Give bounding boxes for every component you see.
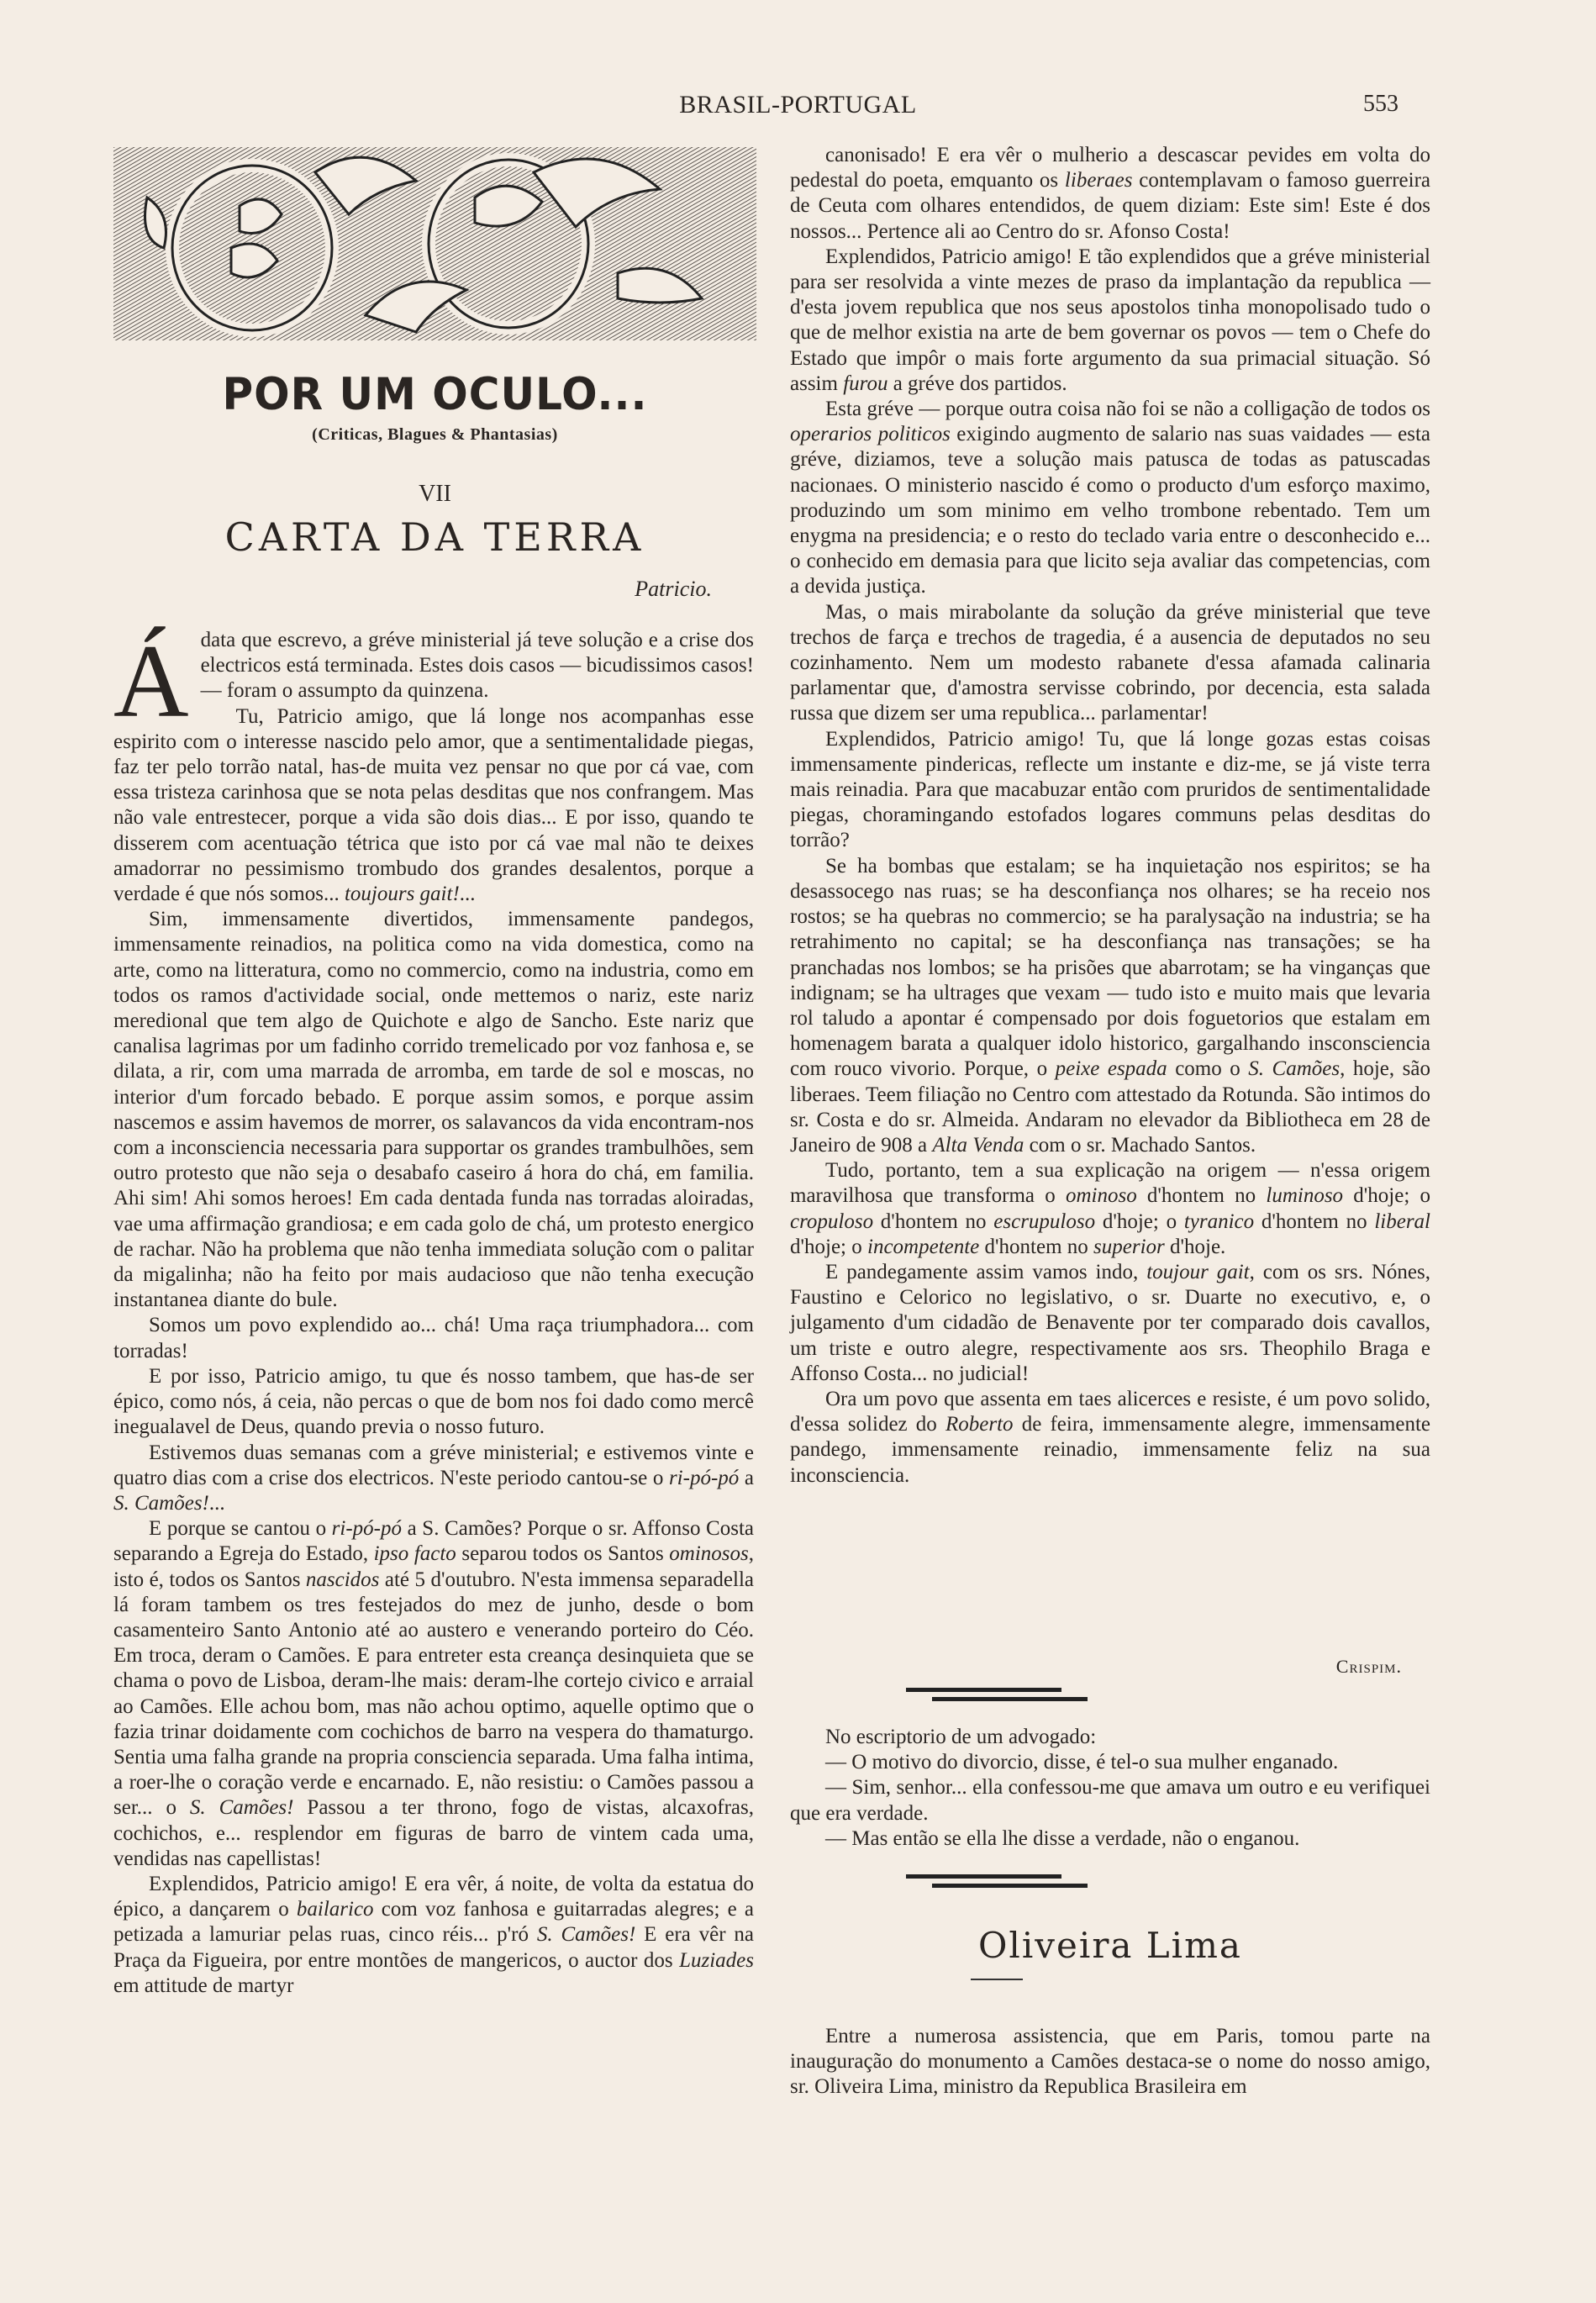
anecdote-line: No escriptorio de um advogado:: [825, 1726, 1097, 1748]
paragraph: [113, 624, 754, 739]
oliveira-lima-text: [790, 2024, 1430, 2100]
italic-text: Alta Venda: [932, 1133, 1024, 1157]
italic-text: toujour gait: [1146, 1260, 1250, 1283]
italic-text: nascidos: [305, 1568, 380, 1591]
left-column: [113, 624, 755, 1999]
paragraph: [790, 1260, 1430, 1387]
text-run: Explendidos, Patricio amigo! E era vêr, á noite, de volta da estatua do épico, a dançarem o: [113, 1872, 754, 1921]
text-run: d'hontem no: [873, 1209, 994, 1233]
paragraph: Entre a numerosa assistencia, que em Paris, tomou parte na inauguração do monumento a Camões destaca-se o nome do nosso amigo, sr. Oliveira Lima, ministro da Republica Brasileira em: [790, 2025, 1430, 2099]
italic-text: S. Camões: [1248, 1057, 1341, 1081]
text-run: E era vêr na Praça da Figueira, por entre montões de mangericos, o auctor dos: [113, 1923, 754, 1972]
italic-text: ominoso: [1065, 1184, 1137, 1208]
text-run: com voz fanhosa e guitarradas alegres; e a petizada a lamuriar pelas ruas, cinco réis... p'ró: [113, 1898, 755, 1947]
italic-text: ipso facto: [373, 1542, 456, 1566]
italic-text: ominosos: [669, 1542, 749, 1566]
italic-text: operarios politicos: [790, 423, 951, 446]
italic-text: liberal: [1374, 1209, 1431, 1233]
section-heading-oliveira-lima: Oliveira Lima: [978, 1925, 1242, 1966]
text-run: Passou a ter throno, fogo de vistas, alcaxofras, cochichos, e... resplendor em figuras de barro de vintem cada uma, vendidas nas capellistas!: [113, 1796, 754, 1870]
text-run: , hoje, são liberaes. Teem filiação no Centro com attestado da Rotunda. São intimos do sr. Costa e do sr. Almeida. Andaram no elevador da Bibliotheca em 28 de Janeiro de 908 a: [790, 1057, 1430, 1157]
paragraph: [113, 1516, 754, 1872]
text-run: , com os srs. Nónes, Faustino e Celorico no legislativo, o sr. Duarte no executivo, e, o julgamento d'um cidadão de Benavente por ter comparado dois cavallos, um triste e outro alegre, respectivamente aos srs. Theophilo Braga e Affonso Costa... no judicial!: [790, 1260, 1431, 1385]
drop-cap: Á: [113, 624, 189, 739]
text-run: separou todos os Santos: [456, 1542, 670, 1566]
text-run: d'hoje; o: [1095, 1209, 1184, 1233]
text-run: a gréve dos partidos.: [888, 372, 1067, 395]
italic-text: peixe espada: [1055, 1057, 1167, 1081]
text-run: d'hoje; o: [790, 1235, 867, 1258]
text-run: como o: [1167, 1057, 1249, 1081]
text-run: ...: [208, 1491, 225, 1515]
divider-rule: [932, 1884, 1088, 1888]
text-run: Estivemos duas semanas com a gréve ministerial; e estivemos vinte e quatro dias com a crise dos electricos. N'este periodo cantou-se o: [113, 1441, 754, 1489]
paragraph: [790, 1158, 1430, 1260]
italic-text: superior: [1093, 1235, 1165, 1258]
text-run: Tu, Patricio amigo, que lá longe nos acompanhas esse espirito com o interesse nascido pelo amor, que a sentimentalidade piegas, faz ter pelo torrão natal, has-de muita vez pensar no que por cá vae, com essa tristeza carinhosa que se nota pelas desditas que nos confrangem. Mas não vale entrestecer, porque a vida são dois dias... E por isso, quando te disserem com acentuação tétrica que isto por cá vae mal não te deixes amadorrar no pessimismo trombudo dos grandes desalentos, porque a verdade é que nós somos...: [113, 704, 754, 906]
italic-text: escrupuloso: [993, 1209, 1096, 1233]
paragraph: [790, 1387, 1430, 1489]
text-run: d'hontem no: [979, 1235, 1094, 1258]
italic-text: tyranico: [1183, 1209, 1255, 1233]
paragraph: [790, 143, 1430, 245]
paragraph: [113, 1441, 754, 1517]
text-run: Sim, immensamente divertidos, immensamente pandegos, immensamente reinadios, na politica como na vida domestica, como na arte, como na litteratura, como no commercio, como na industria, como em todos os ramos d'actividade social, onde mettemos o nariz, este nariz meredional que tem algo de Quichote e algo de Sancho. Este nariz que canalisa lagrimas por um fadinho corrido tremelicado por voz fanhosa e, se dilata, a rir, com uma marrada de arromba, em tarde de sol e moscas, no interior d'um forcado bebado. E porque assim somos, e porque assim nascemos e assim havemos de morrer, os salavancos da vida encontram-nos com a inconsciencia necessaria para supportar os grandes trambulhões, sem outro protesto que não seja o desabafo caseiro á hora do chá, em familia. Ahi sim! Ahi somos heroes! Em cada dentada funda nas torradas aloiradas, vae uma affirmação grandiosa; e em cada golo de chá, um protesto energico de rachar. Não ha problema que não tenha immediata solução com o palitar da migalinha; não ha feito por mais audacioso que não tenha execução instantanea diante do bule.: [113, 908, 754, 1312]
chapter-number: VII: [419, 481, 451, 507]
paragraph: [790, 727, 1430, 854]
text-run: , isto é, todos os Santos: [113, 1542, 754, 1591]
italic-text: toujours gait!: [344, 883, 460, 906]
text-run: Somos um povo explendido ao... chá! Uma raça triumphadora... com torradas!: [113, 1314, 754, 1362]
italic-text: S. Camões!: [536, 1923, 636, 1947]
text-run: d'hoje.: [1164, 1235, 1226, 1258]
text-run: Explendidos, Patricio amigo! Tu, que lá longe gozas estas coisas immensamente pindericas, reflecte um instante e diz-me, se já viste terra mais reinadia. Para que macabuzar então com pruridos de sentimentalidade piegas, choramingando estofados logares communs pelas desditas do torrão?: [790, 727, 1430, 852]
right-column: [790, 143, 1430, 1489]
italic-text: S. Camões!: [189, 1796, 294, 1820]
paragraph: [113, 1364, 754, 1441]
anecdote: [790, 1725, 1430, 1852]
addressee: Patricio.: [635, 577, 712, 601]
page-number: 553: [1363, 91, 1398, 117]
running-title: BRASIL-PORTUGAL: [679, 91, 917, 119]
article-title: POR UM OCULO...: [222, 368, 648, 420]
paragraph: [790, 600, 1430, 727]
section-heading: CARTA DA TERRA: [224, 514, 645, 560]
paragraph: [113, 907, 754, 1313]
article-subtitle: (Criticas, Blagues & Phantasias): [312, 425, 558, 444]
text-run: de feira, immensamente alegre, immensamente pandego, immensamente reinadio, immensamente feliz na sua inconsciencia.: [790, 1413, 1431, 1487]
text-run: Ora um povo que assenta em taes alicerces e resiste, é um povo solido, d'essa solidez do: [790, 1387, 1430, 1436]
text-run: a: [739, 1466, 754, 1489]
text-run: E por isso, Patricio amigo, tu que és nosso tambem, que has-de ser épico, como nós, á ceia, não percas o que de bom nos foi dado como mercê inegualavel de Deus, quando previa o nosso futuro.: [113, 1364, 754, 1439]
text-run: d'hontem no: [1254, 1209, 1375, 1233]
text-run: data que escrevo, a gréve ministerial já teve solução e a crise dos electricos está terminada. Estes dois casos — bicudissimos casos! — foram o assumpto da quinzena.: [200, 629, 754, 703]
italic-text: incompetente: [867, 1235, 980, 1258]
text-run: E pandegamente assim vamos indo,: [825, 1260, 1147, 1283]
anecdote-line: — Mas então se ella lhe disse a verdade, não o enganou.: [825, 1826, 1300, 1850]
text-run: com o sr. Machado Santos.: [1024, 1133, 1256, 1157]
text-run: d'hoje; o: [1343, 1184, 1430, 1208]
paragraph: [790, 245, 1430, 397]
text-run: Mas, o mais mirabolante da solução da gréve ministerial que teve trechos de farça e trechos de tragedia, é a ausencia de deputados no seu cozinhamento. Nem um modesto rabanete d'essa afamada calinaria parlamentar que, d'amostra servisse cobrindo, por decencia, esta salada russa que dizem ser uma republica... parlamentar!: [790, 600, 1430, 725]
paragraph: [113, 1872, 754, 1999]
italic-text: Roberto: [945, 1413, 1014, 1436]
anecdote-line: — O motivo do divorcio, disse, é tel-o sua mulher enganado.: [825, 1751, 1339, 1774]
italic-text: liberaes: [1064, 169, 1133, 192]
italic-text: cropuloso: [790, 1209, 874, 1233]
text-run: d'hontem no: [1136, 1184, 1267, 1208]
italic-text: Luziades: [679, 1948, 754, 1972]
text-run: Se ha bombas que estalam; se ha inquietação nos espiritos; se ha desassocego nas ruas; se ha desconfiança nos olhares; se ha receio nos rostos; se ha quebras no commercio; se ha paralysação na industria; se ha retrahimento no capital; se ha desconfiança nas transações; se ha pranchadas nos lombos; se ha prisões que abarrotam; se ha vinganças que indignam; se ha ultrages que vexam — tudo isto e muito mais que levaria rol taludo a apontar é compensado por dois foguetorios que estalam em homenagem barata a qualquer idolo historico, gargalhando insconsciencia com rouco vivorio. Porque, o: [790, 854, 1430, 1081]
text-run: Tudo, portanto, tem a sua explicação na origem — n'essa origem maravilhosa que transforma o: [790, 1159, 1430, 1208]
italic-text: luminoso: [1266, 1184, 1344, 1208]
text-run: ...: [459, 883, 476, 906]
divider-rule: [906, 1874, 1061, 1879]
divider-rule: [906, 1688, 1061, 1692]
italic-text: bailarico: [296, 1898, 374, 1921]
italic-text: ri-pó-pó: [668, 1466, 740, 1489]
paragraph: [790, 854, 1430, 1158]
text-run: em attitude de martyr: [113, 1974, 294, 1997]
short-divider: [971, 1979, 1023, 1980]
paragraph: [113, 704, 754, 908]
paragraph: [790, 397, 1430, 600]
divider-rule: [932, 1697, 1088, 1701]
paragraph: [113, 1313, 754, 1363]
italic-text: ri-pó-pó: [331, 1517, 402, 1541]
ornamental-header-engraving: [113, 147, 756, 340]
text-run: canonisado! E era vêr o mulherio a descascar pevides em volta do pedestal do poeta, emquanto os: [790, 144, 1430, 192]
signature: Crispim.: [1335, 1656, 1402, 1677]
text-run: E porque se cantou o: [149, 1517, 332, 1541]
italic-text: S. Camões!: [113, 1491, 209, 1515]
text-run: a S. Camões? Porque o sr. Affonso Costa separando a Egreja do Estado,: [113, 1517, 755, 1566]
italic-text: furou: [843, 372, 888, 395]
text-run: até 5 d'outubro. N'esta immensa separadella lá foram tambem os tres festejados do mez de junho, desde o bom casamenteiro Santo Antonio até ao austero e venerando porteiro do Céo. Em troca, deram o Camões. E para entreter esta creança desinquieta que se chama o povo de Lisboa, deram-lhe mais: deram-lhe cortejo civico e arraial ao Camões. Elle achou bom, mas não achou optimo, aquelle optimo que o fazia trinar doidamente com cochichos de barro na vespera do thamaturgo. Sentia uma falha grande na propria consciencia separada. Uma falha intima, a roer-lhe o coração verde e encarnado. E, não resistiu: o Camões passou a ser... o: [113, 1568, 755, 1820]
text-run: Explendidos, Patricio amigo! E tão explendidos que a gréve ministerial para ser resolvida a vinte mezes de praso da implantação da republica — d'esta jovem republica que nos seus apostolos tinha monopolisado tudo o que de melhor existia na arte de bem governar os povos — tem o Chefe do Estado que impôr o mais forte argumento da sua primacial situação. Só assim: [790, 245, 1430, 395]
anecdote-line: — Sim, senhor... ella confessou-me que amava um outro e eu verifiquei que era verdade.: [790, 1776, 1430, 1825]
text-run: contemplavam o famoso guerreira de Ceuta com olhares entendidos, de quem diziam: Este sim! Este é dos nossos... Pertence ali ao Centro do sr. Afonso Costa!: [790, 169, 1430, 243]
text-run: exigindo augmento de salario nas suas vaidades — esta gréve, diziamos, teve a solução mais patusca de todas as patuscadas nacionaes. O ministerio nascido é como o producto d'um esforço maximo, produzindo um som minimo em velho trombone rebentado. Tem um enygma na presidencia; e o resto do teclado varia entre o desconhecido e... o conhecido em demasia para que licito seja avaliar das competencias, com a devida justiça.: [790, 423, 1430, 598]
text-run: Esta gréve — porque outra coisa não foi se não a colligação de todos os: [825, 398, 1430, 421]
